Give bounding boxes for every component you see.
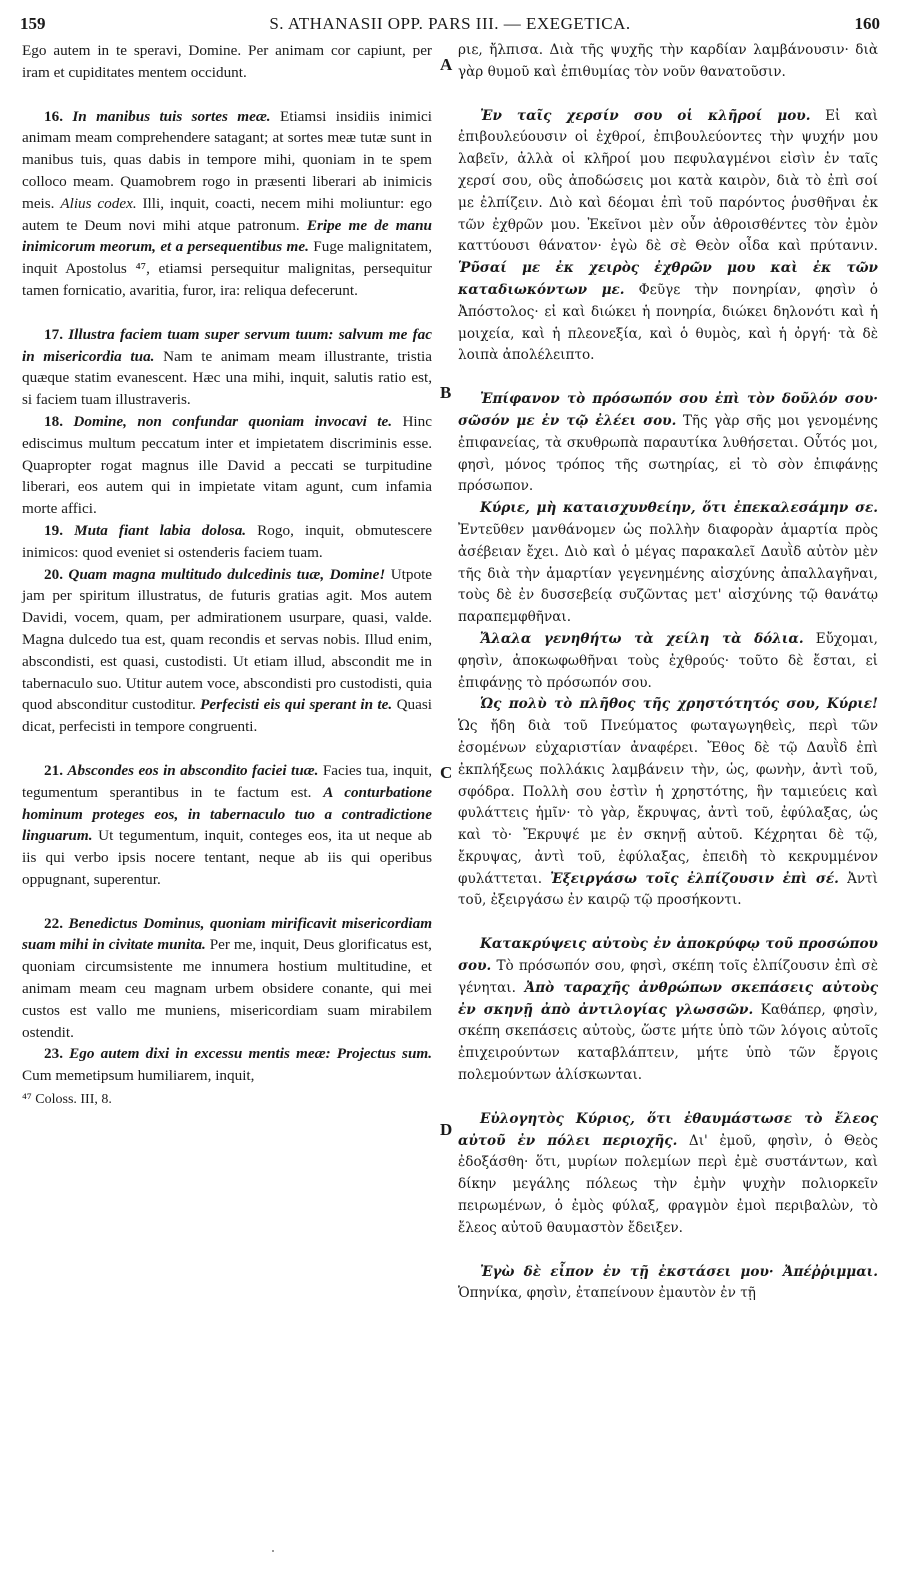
page-number-left: 159 — [20, 14, 46, 33]
paragraph-continuation: Ego autem in te speravi, Domine. Per animam cor capiunt, per iram et cupiditates mentem occidunt. — [22, 42, 432, 81]
greek-paragraph-20: Ὡς πολὺ τὸ πλῆθος τῆς χρηστότητός σου, Κύριε! Ὡς ἤδη διὰ τοῦ Πνεύματος φωταγωγηθεὶς, περὶ τῶν ἐσομένων εὐχαριστίαν ἀναφέρει. Ἔθος δὲ τῷ Δαυῒδ ἐπὶ ἐκπλήξεως πολλάκις λαμβάνειν τὴν, ὡς, φωνὴν, ἀντὶ τοῦ, σφόδρα. Πολλὴ σου ἐστὶν ἡ χρηστότης, ἣν ταμιεύεις καὶ φυλάττεις ἡμῖν· τὸ γὰρ, ἔκρυψας, ἀντὶ τοῦ, ἐφύλαξας, ὡς καὶ τὸ· Ἔκρυψέ με ἐν σκηνῇ αὐτοῦ. Κέχρηται δὲ τῷ, ἔκρυψας, ἀντὶ τοῦ, ἐφύλαξας, ἐπειδὴ τὸ κεκρυμμένον φυλάττεται. Ἐξειργάσω τοῖς ἐλπίζουσιν ἐπὶ σέ. Ἀντὶ τοῦ, ἐξειργάσω ἐν καιρῷ τῷ προσήκοντι. — [458, 696, 878, 909]
greek-column — [458, 40, 878, 1305]
paragraph-19: 19. Muta fiant labia dolosa. Rogo, inquit, obmutescere inimicos: quod eveniet si ostenderis faciem tuam. — [22, 521, 433, 561]
footnote: ⁴⁷ Coloss. III, 8. — [22, 1092, 112, 1108]
paragraph-17: 17. Illustra faciem tuam super servum tuum: salvum me fac in misericordia tua. Nam te animam meam illustrante, tristia quæque statim evanescent. Hæc una mihi, inquit, salutis ratio est, si faciem tuam illustraveris. — [22, 325, 432, 409]
margin-marker-d: D — [440, 1120, 453, 1139]
margin-marker-c: C — [440, 763, 453, 782]
greek-paragraph-22: Εὐλογητὸς Κύριος, ὅτι ἐθαυμάστωσε τὸ ἔλεος αὐτοῦ ἐν πόλει περιοχῆς. Δι' ἐμοῦ, φησὶν, ὁ Θεὸς ἐδοξάσθη· ὅτι, μυρίων πολεμίων περὶ ἐμὲ συστάντων, καὶ δίκην μεγάλης πόλεως τὴν ἐμὴν ψυχὴν πολιορκεῖν πειρωμένων, ὁ ἐμὸς φύλαξ, φραγμὸν ἐμοὶ περιβαλὼν, τὸ ἔλεος αὐτοῦ θαυμαστὸν ἔδειξεν. — [458, 1110, 878, 1236]
paragraph-16: 16. In manibus tuis sortes meæ. Etiamsi insidiis inimici animam meam comprehendere satagant; at sortes meæ tutæ sunt in manibus tuis, quas dabis in tempore mihi, quoniam in te spem colloco meam. Quamobrem rogo in præsenti liberari ab inimicis meis. Alius codex. Illi, inquit, coacti, necem mihi moliuntur: ego autem te Deum novi mihi atque patronum. Eripe me de manu inimicorum meorum, et a persequentibus me. Fuge malignitatem, inquit Apostolus ⁴⁷, etiamsi persequitur malignitas, persequitur tamen fornicatio, avaritia, furor, ira: reliqua defecerunt. — [22, 107, 433, 299]
greek-paragraph-17: Ἐπίφανον τὸ πρόσωπόν σου ἐπὶ τὸν δοῦλόν σου· σῶσόν με ἐν τῷ ἐλέει σου. Τῆς γὰρ σῆς μοι γενομένης ἐπιφανείας, τὰ σκυθρωπὰ παραυτίκα λυθήσεται. Οὗτός μοι, φησὶ, μόνος τρόπος τῆς σωτηρίας, εἰ τὸ σὸν ἐπιφάνῃς πρόσωπον. — [458, 391, 878, 495]
greek-paragraph-23: Ἐγὼ δὲ εἶπον ἐν τῇ ἐκστάσει μου· Ἀπέῤῥιμμαι. Ὁπηνίκα, φησὶν, ἐταπείνουν ἐμαυτὸν ἐν τῇ — [458, 1263, 878, 1302]
latin-column — [22, 40, 432, 1111]
margin-marker-b: B — [440, 383, 452, 402]
page-header — [20, 14, 880, 36]
greek-paragraph-18: Κύριε, μὴ καταισχυνθείην, ὅτι ἐπεκαλεσάμην σε. Ἐντεῦθεν μανθάνομεν ὡς πολλὴν διαφορὰν ἁμαρτία πρὸς ἀσέβειαν ἔχει. Διὸ καὶ ὁ μέγας παρακαλεῖ Δαυῒδ αὐτὸν μὲν τῆς διὰ τὴν ἁμαρτίαν γεγενημένης αἰσχύνης ἀπαλλαγῆναι, τοὺς δὲ ἐν δυσσεβείᾳ συζῶντας μετ' αἰσχύνης τῷ θανάτῳ παραπεμφθῆναι. — [458, 500, 878, 626]
paragraph-23: 23. Ego autem dixi in excessu mentis meæ: Projectus sum. Cum memetipsum humiliarem, inquit, — [22, 1045, 432, 1085]
page-number-right: 160 — [854, 14, 880, 33]
greek-paragraph-16: Ἐν ταῖς χερσίν σου οἱ κλῆροί μου. Εἰ καὶ ἐπιβουλεύουσιν οἱ ἐχθροί, ἐπιβουλεύοντες τὴν ψυχήν μου λαβεῖν, ἀλλὰ οἱ κλῆροί μου πεφυλαγμένοι εἰσὶν ἐν ταῖς χερσί σου, οὓς ἀποδώσεις μοι κατὰ καιρὸν, διὰ τὸ ἐπὶ σοί με ἐλπίζειν. Διὸ καὶ δέομαι ἐπὶ τοῦ παρόντος ῥυσθῆναι ἐκ τῶν ἐχθρῶν μου. Ἐκεῖνοι μὲν οὖν ἀθροισθέντες τὸν ἐμὸν καττύουσι θάνατον· ἐγὼ δὲ σὲ Θεὸν οἶδα καὶ πρύτανιν. Ῥῦσαί με ἐκ χειρὸς ἐχθρῶν μου καὶ ἐκ τῶν καταδιωκόντων με. Φεῦγε τὴν πονηρίαν, φησὶν ὁ Ἀπόστολος· εἰ καὶ διώκει ἡ πονηρία, διώκει δηλονότι καὶ ἡ μοιχεία, καὶ ἡ πλεονεξία, καὶ ὁ θυμὸς, καὶ ἡ ὀργή· τὰ δὲ λοιπὰ ἀπολέλειπτο. — [458, 107, 878, 364]
paper-speck — [272, 1550, 274, 1552]
margin-marker-a: A — [440, 55, 453, 74]
paragraph-22: 22. Benedictus Dominus, quoniam mirificavit misericordiam suam mihi in civitate munita. Per me, inquit, Deus glorificatus est, quoniam circumsistente me innumera hostium multitudine, et animam meam ceu magnam urbem obsidere conante, qui mei custos est vallo me muniens, misericordiam suam mirabilem ostendit. — [22, 914, 433, 1041]
paragraph-21: 21. Abscondes eos in abscondito faciei tuæ. Facies tua, inquit, tegumentum sperantibus in te factum est. A conturbatione hominum proteges eos, in tabernaculo tuo a contradictione linguarum. Ut tegumentum, inquit, conteges eos, ita ut neque ab iis qui verbo ipsis nocere tentant, neque ab iis qui operibus oppugnant, superentur. — [22, 761, 433, 888]
greek-paragraph-21: Κατακρύψεις αὐτοὺς ἐν ἀποκρύφῳ τοῦ προσώπου σου. Τὸ πρόσωπόν σου, φησὶ, σκέπη τοῖς ἐλπίζουσιν ἐπὶ σὲ γένηται. Ἀπὸ ταραχῆς ἀνθρώπων σκεπάσεις αὐτοὺς ἐν σκηνῇ ἀπὸ ἀντιλογίας γλωσσῶν. Καθάπερ, φησὶν, σκέπη σκεπάσεις αὐτοὺς, ὥστε μήτε ὑπὸ τῶν λόγοις αὐτοῖς ἐπιχειρούντων καταβλάπτειν, μήτε ὑπὸ τῶν ἔργοις πολεμούντων ἁλίσκωνται. — [458, 936, 879, 1084]
paragraph-20: 20. Quam magna multitudo dulcedinis tuæ, Domine! Utpote jam per spiritum illustratus, de futuris gratias agit. Mos autem Davidi, vocem, quam, per admirationem usurpare, quasi, valde. Magna dulcedo tua est, quam recondis et servas nobis. Illud enim, abscondisti, est quasi, custodisti. Ut etiam illud, abscondit me in tabernaculo suo. Utitur autem voce, abscondisti pro custodisti, quia quod absconditur custoditur. Perfecisti eis qui sperant in te. Quasi dicat, perfecisti in tempore congruenti. — [22, 565, 433, 736]
greek-paragraph-continuation: ριε, ἤλπισα. Διὰ τῆς ψυχῆς τὴν καρδίαν λαμβάνουσιν· διὰ γὰρ θυμοῦ καὶ ἐπιθυμίας τὸν νοῦν θανατοῦσιν. — [458, 42, 878, 80]
running-title: S. ATHANASII OPP. PARS III. — EXEGETICA. — [269, 14, 631, 33]
paragraph-18: 18. Domine, non confundar quoniam invocavi te. Hinc ediscimus multum peccatum inter et impietatem discriminis esse. Quapropter rogat magnus ille David a peccati se turpitudine liberari, eos autem qui in impietate vitam agunt, cum infamia morte affici. — [22, 412, 432, 518]
greek-paragraph-19: Ἄλαλα γενηθήτω τὰ χείλη τὰ δόλια. Εὔχομαι, φησὶν, ἀποκωφωθῆναι τοὺς ἐχθρούς· τοῦτο δὲ ἔσται, εἰ ἐπιφάνῃς τὸ πρόσωπόν σου. — [458, 630, 878, 691]
